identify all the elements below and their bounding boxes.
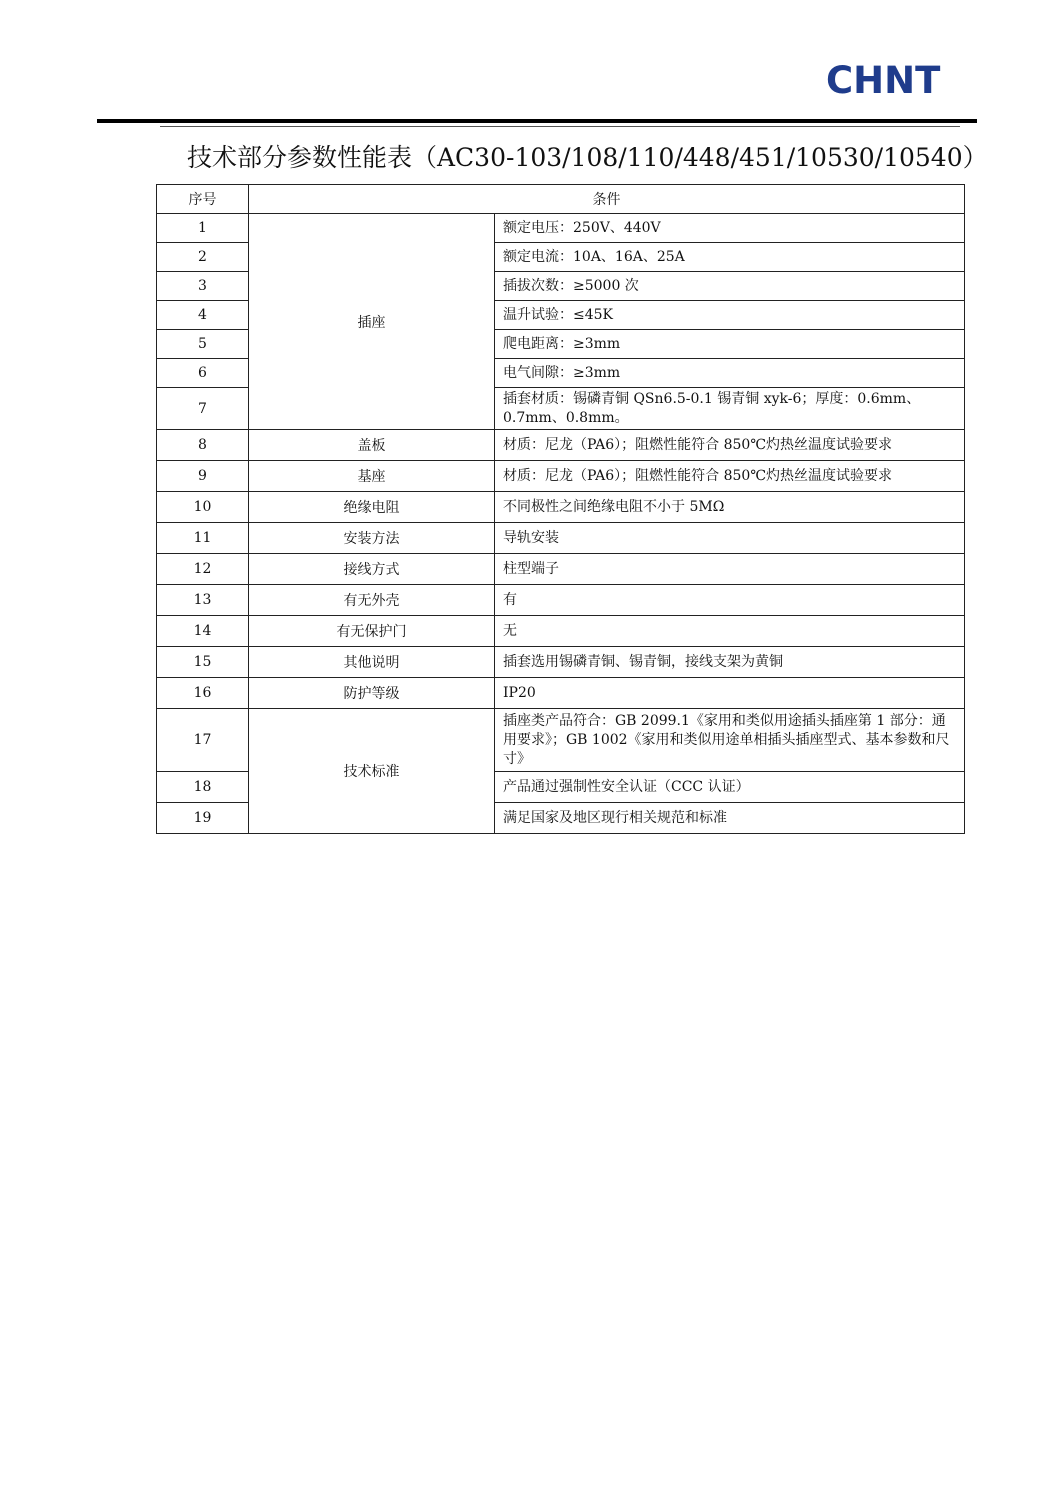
row-no: 13 xyxy=(157,585,249,616)
table-row xyxy=(157,214,965,243)
row-condition: 产品通过强制性安全认证（CCC 认证） xyxy=(495,772,965,803)
row-condition: 插拔次数：≥5000 次 xyxy=(495,272,965,301)
row-no: 16 xyxy=(157,678,249,709)
row-condition: 温升试验：≤45K xyxy=(495,301,965,330)
row-category: 接线方式 xyxy=(249,554,495,585)
row-no: 9 xyxy=(157,461,249,492)
row-condition: 满足国家及地区现行相关规范和标准 xyxy=(495,803,965,834)
table-row xyxy=(157,430,965,461)
row-condition: 柱型端子 xyxy=(495,554,965,585)
row-category: 防护等级 xyxy=(249,678,495,709)
table-row xyxy=(157,709,965,772)
row-category: 有无外壳 xyxy=(249,585,495,616)
table-row xyxy=(157,678,965,709)
header-rule-thick xyxy=(97,119,977,123)
row-condition: 插套选用锡磷青铜、锡青铜，接线支架为黄铜 xyxy=(495,647,965,678)
table-row xyxy=(157,523,965,554)
row-condition: 额定电压：250V、440V xyxy=(495,214,965,243)
row-condition: 无 xyxy=(495,616,965,647)
row-no: 12 xyxy=(157,554,249,585)
row-no: 1 xyxy=(157,214,249,243)
row-no: 4 xyxy=(157,301,249,330)
page-title: 技术部分参数性能表（AC30-103/108/110/448/451/10530/10540） xyxy=(187,143,988,172)
row-no: 18 xyxy=(157,772,249,803)
row-condition: 插套材质：锡磷青铜 QSn6.5-0.1 锡青铜 xyk-6；厚度：0.6mm、0.7mm、0.8mm。 xyxy=(495,388,965,430)
row-condition: 材质：尼龙（PA6）；阻燃性能符合 850℃灼热丝温度试验要求 xyxy=(495,461,965,492)
table-row xyxy=(157,647,965,678)
row-no: 14 xyxy=(157,616,249,647)
row-no: 5 xyxy=(157,330,249,359)
row-no: 7 xyxy=(157,388,249,430)
table-row xyxy=(157,616,965,647)
table-row xyxy=(157,492,965,523)
header-no: 序号 xyxy=(157,185,249,214)
row-no: 3 xyxy=(157,272,249,301)
row-category: 盖板 xyxy=(249,430,495,461)
table-row xyxy=(157,554,965,585)
row-condition: IP20 xyxy=(495,678,965,709)
row-no: 11 xyxy=(157,523,249,554)
row-category: 安装方法 xyxy=(249,523,495,554)
row-condition: 电气间隙：≥3mm xyxy=(495,359,965,388)
header-condition: 条件 xyxy=(249,185,965,214)
row-condition: 材质：尼龙（PA6）；阻燃性能符合 850℃灼热丝温度试验要求 xyxy=(495,430,965,461)
row-condition: 不同极性之间绝缘电阻不小于 5MΩ xyxy=(495,492,965,523)
header-rule-thin xyxy=(160,126,960,127)
row-category: 插座 xyxy=(249,214,495,430)
spec-table xyxy=(156,184,965,834)
row-condition: 插座类产品符合：GB 2099.1《家用和类似用途插头插座第 1 部分：通用要求》；GB 1002《家用和类似用途单相插头插座型式、基本参数和尺寸》 xyxy=(495,709,965,772)
row-condition: 爬电距离：≥3mm xyxy=(495,330,965,359)
table-row xyxy=(157,461,965,492)
row-no: 19 xyxy=(157,803,249,834)
row-no: 15 xyxy=(157,647,249,678)
row-no: 2 xyxy=(157,243,249,272)
row-category: 其他说明 xyxy=(249,647,495,678)
chnt-logo: CHNT xyxy=(826,59,941,102)
row-category: 有无保护门 xyxy=(249,616,495,647)
row-no: 6 xyxy=(157,359,249,388)
row-category: 基座 xyxy=(249,461,495,492)
row-condition: 有 xyxy=(495,585,965,616)
row-category: 绝缘电阻 xyxy=(249,492,495,523)
row-category: 技术标准 xyxy=(249,709,495,834)
row-no: 10 xyxy=(157,492,249,523)
row-condition: 导轨安装 xyxy=(495,523,965,554)
row-no: 8 xyxy=(157,430,249,461)
table-row xyxy=(157,585,965,616)
row-condition: 额定电流：10A、16A、25A xyxy=(495,243,965,272)
row-no: 17 xyxy=(157,709,249,772)
